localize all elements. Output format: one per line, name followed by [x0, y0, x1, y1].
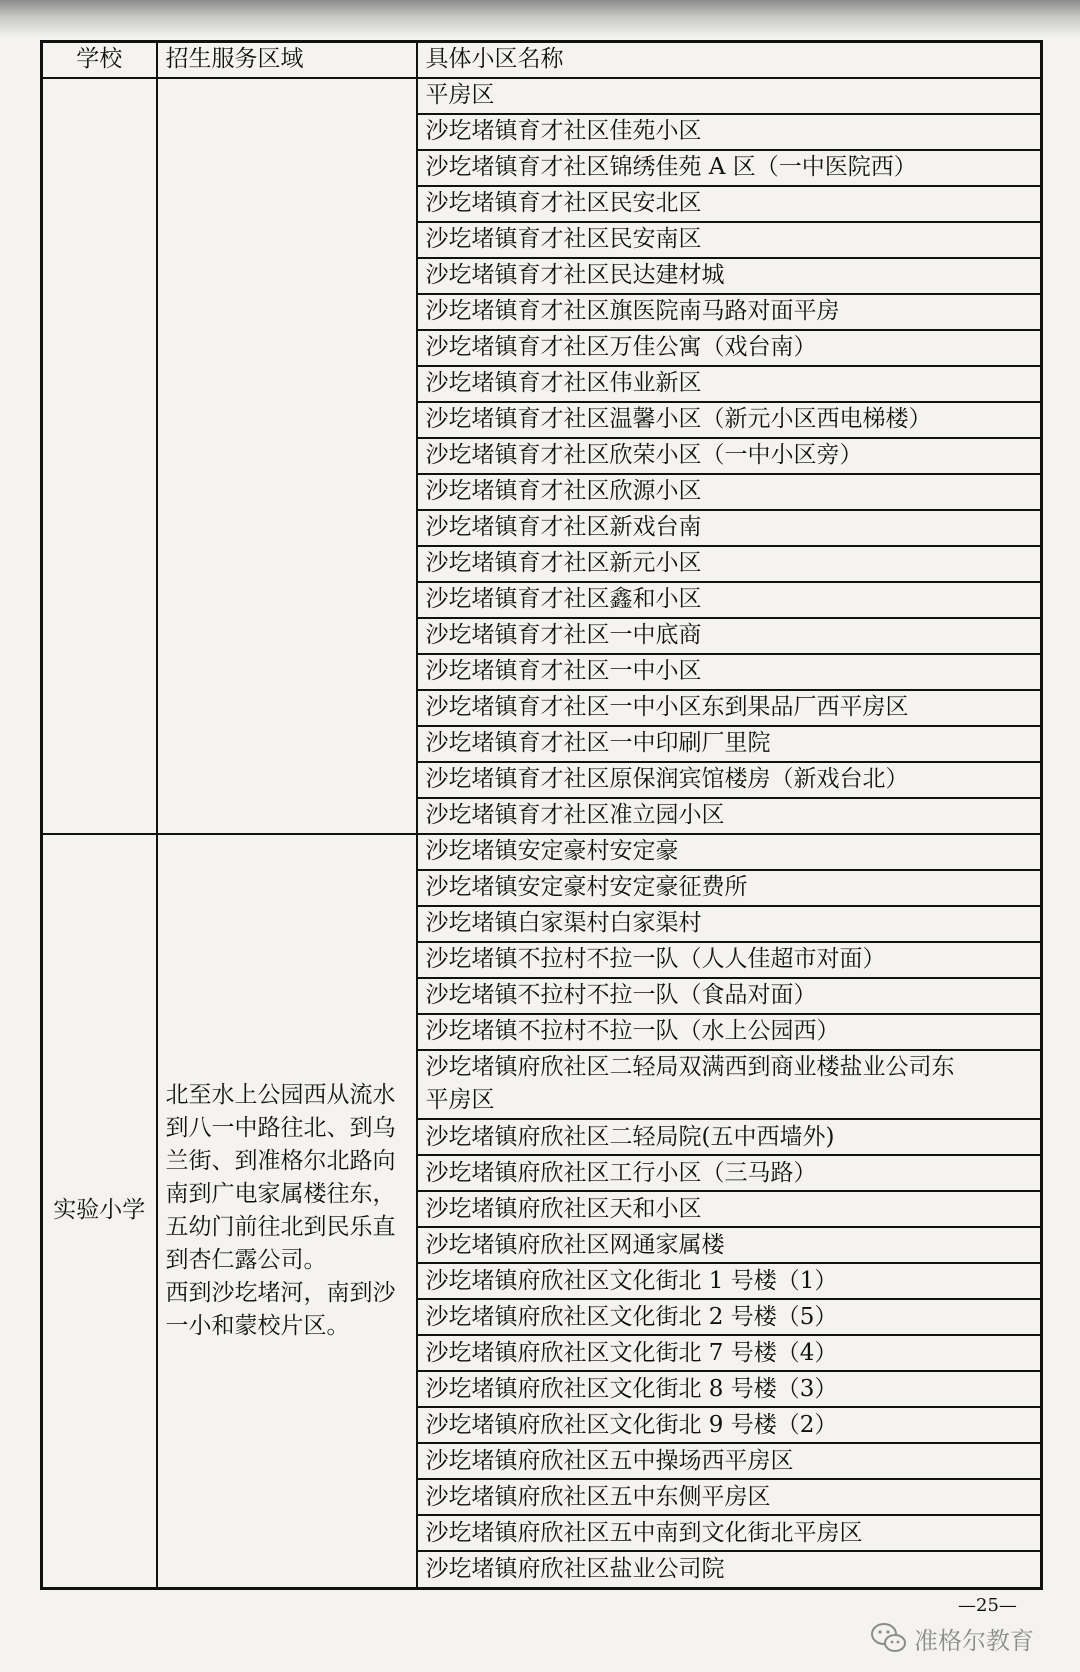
- community-cell: 沙圪堵镇育才社区新元小区: [417, 546, 1042, 582]
- community-cell: 沙圪堵镇育才社区一中小区: [417, 654, 1042, 690]
- watermark-text: 准格尔教育: [914, 1626, 1034, 1655]
- header-area: 招生服务区域: [157, 42, 417, 78]
- community-cell: 沙圪堵镇育才社区万佳公寓（戏台南）: [417, 330, 1042, 366]
- community-cell: 沙圪堵镇育才社区一中印刷厂里院: [417, 726, 1042, 762]
- community-cell: 平房区: [417, 78, 1042, 114]
- watermark: [870, 1620, 1034, 1656]
- community-cell: 沙圪堵镇育才社区一中小区东到果品厂西平房区: [417, 690, 1042, 726]
- community-cell: 沙圪堵镇不拉村不拉一队（食品对面）: [417, 978, 1042, 1014]
- community-cell: 沙圪堵镇育才社区温馨小区（新元小区西电梯楼）: [417, 402, 1042, 438]
- header-school: 学校: [42, 42, 157, 78]
- community-cell: 沙圪堵镇府欣社区天和小区: [417, 1191, 1042, 1227]
- school-cell: [42, 78, 157, 834]
- community-cell: 沙圪堵镇育才社区民安北区: [417, 186, 1042, 222]
- wechat-icon: [870, 1622, 908, 1654]
- community-cell: 沙圪堵镇府欣社区五中操场西平房区: [417, 1443, 1042, 1479]
- school-cell: 实验小学: [42, 834, 157, 1589]
- community-cell: 沙圪堵镇府欣社区文化街北 1 号楼（1）: [417, 1263, 1042, 1299]
- community-cell: 沙圪堵镇不拉村不拉一队（人人佳超市对面）: [417, 942, 1042, 978]
- community-cell: 沙圪堵镇府欣社区文化街北 8 号楼（3）: [417, 1371, 1042, 1407]
- table-header-row: [42, 42, 1042, 78]
- community-cell: 沙圪堵镇白家渠村白家渠村: [417, 906, 1042, 942]
- header-community: 具体小区名称: [417, 42, 1042, 78]
- community-cell: 沙圪堵镇府欣社区盐业公司院: [417, 1551, 1042, 1588]
- community-cell: 沙圪堵镇育才社区欣荣小区（一中小区旁）: [417, 438, 1042, 474]
- community-cell: 沙圪堵镇育才社区一中底商: [417, 618, 1042, 654]
- community-cell: 沙圪堵镇育才社区准立园小区: [417, 798, 1042, 834]
- community-cell: 沙圪堵镇府欣社区二轻局双满西到商业楼盐业公司东 平房区: [417, 1050, 1042, 1120]
- area-cell: [157, 78, 417, 834]
- community-cell: 沙圪堵镇育才社区鑫和小区: [417, 582, 1042, 618]
- community-cell: 沙圪堵镇不拉村不拉一队（水上公园西）: [417, 1014, 1042, 1050]
- community-cell: 沙圪堵镇府欣社区五中东侧平房区: [417, 1479, 1042, 1515]
- community-cell: 沙圪堵镇府欣社区文化街北 2 号楼（5）: [417, 1299, 1042, 1335]
- community-cell: 沙圪堵镇育才社区民安南区: [417, 222, 1042, 258]
- community-cell: 沙圪堵镇育才社区佳苑小区: [417, 114, 1042, 150]
- community-cell: 沙圪堵镇育才社区民达建材城: [417, 258, 1042, 294]
- community-cell: 沙圪堵镇府欣社区文化街北 9 号楼（2）: [417, 1407, 1042, 1443]
- community-cell: 沙圪堵镇府欣社区网通家属楼: [417, 1227, 1042, 1263]
- table-row: [42, 834, 1042, 870]
- community-cell: 沙圪堵镇府欣社区文化街北 7 号楼（4）: [417, 1335, 1042, 1371]
- enrollment-table: [40, 40, 1043, 1590]
- area-cell: 北至水上公园西从流水到八一中路往北、到乌兰街、到准格尔北路向南到广电家属楼往东，五幼门前往北到民乐直到杏仁露公司。 西到沙圪堵河，南到沙一小和蒙校片区。: [157, 834, 417, 1589]
- table-body: [42, 78, 1042, 1589]
- community-cell: 沙圪堵镇安定豪村安定豪征费所: [417, 870, 1042, 906]
- community-cell: 沙圪堵镇府欣社区五中南到文化街北平房区: [417, 1515, 1042, 1551]
- community-cell: 沙圪堵镇育才社区锦绣佳苑 A 区（一中医院西）: [417, 150, 1042, 186]
- community-cell: 沙圪堵镇育才社区伟业新区: [417, 366, 1042, 402]
- community-cell: 沙圪堵镇府欣社区二轻局院(五中西墙外): [417, 1119, 1042, 1155]
- scan-top-shadow: [0, 0, 1080, 38]
- community-cell: 沙圪堵镇育才社区旗医院南马路对面平房: [417, 294, 1042, 330]
- community-cell: 沙圪堵镇育才社区欣源小区: [417, 474, 1042, 510]
- community-cell: 沙圪堵镇府欣社区工行小区（三马路）: [417, 1155, 1042, 1191]
- community-cell: 沙圪堵镇育才社区原保润宾馆楼房（新戏台北）: [417, 762, 1042, 798]
- community-cell: 沙圪堵镇育才社区新戏台南: [417, 510, 1042, 546]
- community-cell: 沙圪堵镇安定豪村安定豪: [417, 834, 1042, 870]
- page-number: —25—: [958, 1595, 1017, 1616]
- table-row: [42, 78, 1042, 114]
